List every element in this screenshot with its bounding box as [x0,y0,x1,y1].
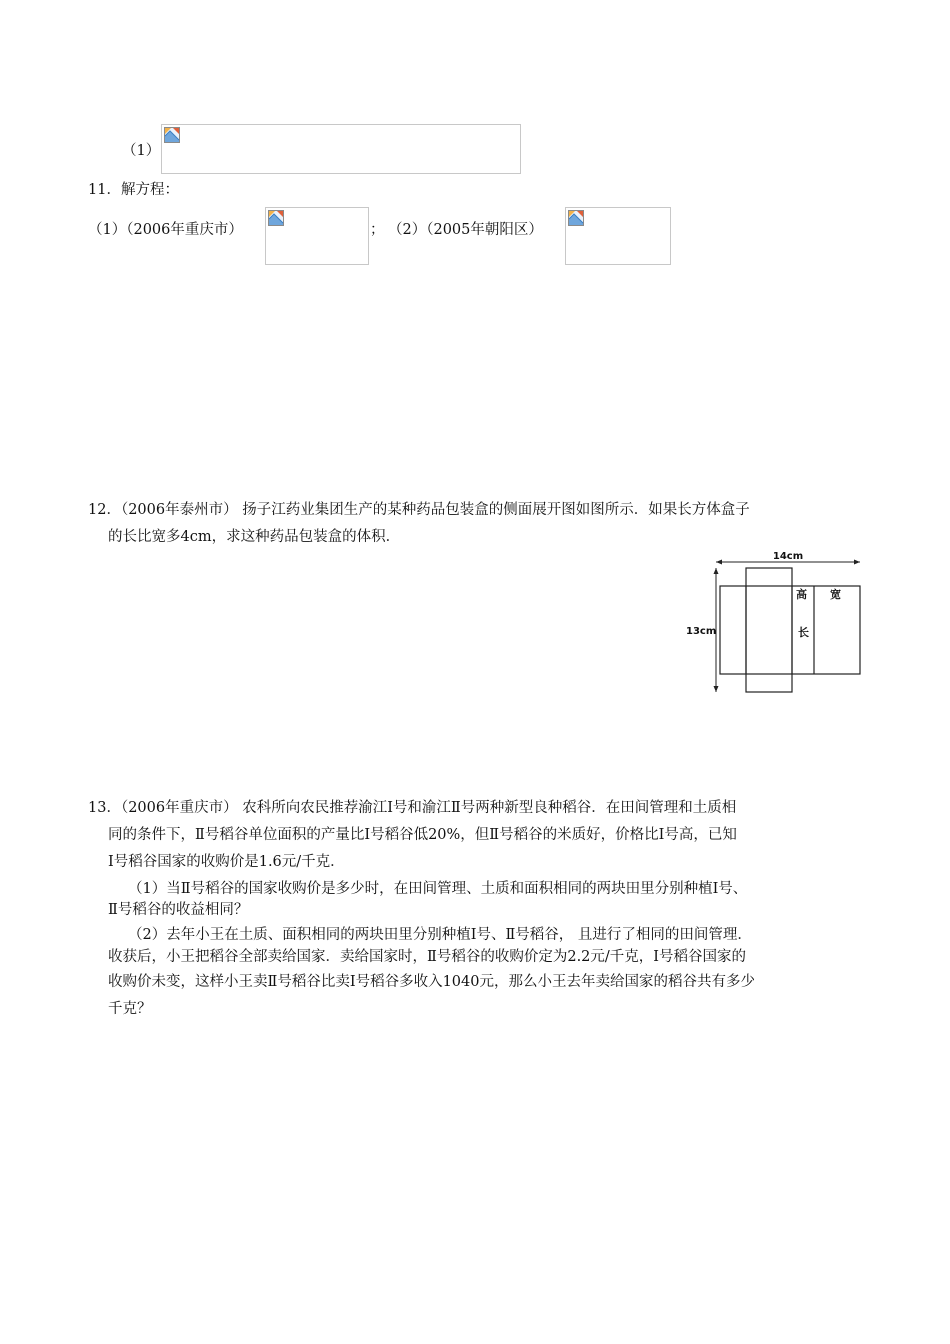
width-label: 14cm [772,551,804,562]
q13-line5: Ⅱ号稻谷的收益相同？ [108,902,249,918]
equation-image-placeholder [265,207,369,265]
q13-line9: 千克？ [108,1001,152,1017]
equation-image-placeholder [565,207,671,265]
q13-line1: 13．（2006年重庆市） 农科所向农民推荐渝江Ⅰ号和渝江Ⅱ号两种新型良种稻谷．在田间管理和土质相 [88,800,737,816]
q13-line7: 收获后，小王把稻谷全部卖给国家．卖给国家时，Ⅱ号稻谷的收购价定为2.2元/千克，Ⅰ号稻谷国家的 [108,949,747,965]
q10-part1-label: （1） [122,143,161,159]
broken-image-icon [164,127,180,143]
q13-line3: Ⅰ号稻谷国家的收购价是1.6元/千克． [108,854,345,870]
q13-line6: （2）去年小王在土质、面积相同的两块田里分别种植Ⅰ号、Ⅱ号稻谷， 且进行了相同的田间管理． [128,927,752,943]
box-net-figure [684,550,866,696]
q13-line8: 收购价未变，这样小王卖Ⅱ号稻谷比卖Ⅰ号稻谷多收入1040元，那么小王去年卖给国家的稻谷共有多少 [108,974,755,990]
q11-part2-label: （2）（2005年朝阳区） [388,222,543,238]
label-high: 高 [796,588,807,601]
q13-line4: （1）当Ⅱ号稻谷的国家收购价是多少时，在田间管理、土质和面积相同的两块田里分别种植Ⅰ号、 [128,881,748,897]
q11-separator: ； [370,222,385,238]
q12-line1: 12．（2006年泰州市） 扬子江药业集团生产的某种药品包装盒的侧面展开图如图所示．如果长方体盒子 [88,502,750,518]
q11-heading: 11．解方程： [88,182,179,198]
q13-line2: 同的条件下，Ⅱ号稻谷单位面积的产量比Ⅰ号稻谷低20%，但Ⅱ号稻谷的米质好，价格比Ⅰ号高，已知 [108,827,737,843]
equation-image-placeholder [161,124,521,174]
q12-line2: 的长比宽多4cm，求这种药品包装盒的体积． [108,529,401,545]
q11-part1-label: （1）（2006年重庆市） [88,222,243,238]
label-long: 长 [798,626,809,639]
label-wide: 宽 [830,588,841,601]
height-label: 13cm [686,626,717,637]
broken-image-icon [568,210,584,226]
broken-image-icon [268,210,284,226]
